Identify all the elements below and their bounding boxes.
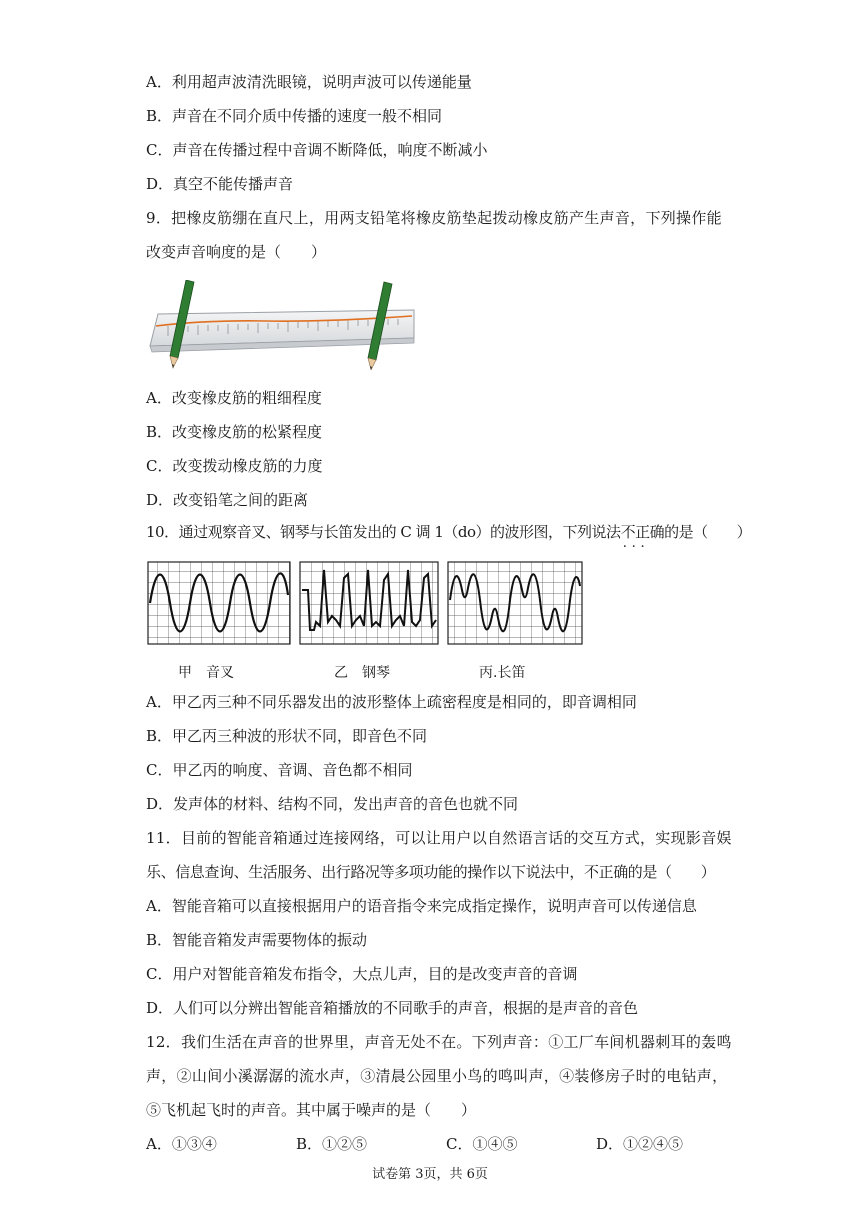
q9-option-d: D．改变铅笔之间的距离 <box>146 491 309 509</box>
q10-stem-before: 10．通过观察音叉、钢琴与长笛发出的 C 调 1（do）的波形图，下列说法 <box>146 523 621 541</box>
waveform-piano <box>300 562 438 644</box>
waveform-figures <box>146 560 586 648</box>
q12-option-c: C．①④⑤ <box>446 1135 518 1153</box>
q10-option-c: C．甲乙丙的响度、音调、音色都不相同 <box>146 761 413 779</box>
caption-tuning-fork: 甲 音叉 <box>178 665 234 681</box>
q11-stem-line1: 11．目前的智能音箱通过连接网络，可以让用户以自然语言话的交互方式，实现影音娱 <box>146 829 732 847</box>
q8-option-a: A．利用超声波清洗眼镜，说明声波可以传递能量 <box>146 73 472 91</box>
q12-option-d: D．①②④⑤ <box>596 1135 684 1153</box>
q11-option-c: C．用户对智能音箱发布指令，大点儿声，目的是改变声音的音调 <box>146 965 578 983</box>
q11-option-d: D．人们可以分辨出智能音箱播放的不同歌手的声音，根据的是声音的音色 <box>146 999 639 1017</box>
waveform-tuning-fork <box>148 562 290 644</box>
q8-option-b: B．声音在不同介质中传播的速度一般不相同 <box>146 107 443 125</box>
q10-option-d: D．发声体的材料、结构不同，发出声音的音色也就不同 <box>146 795 519 813</box>
q10-option-b: B．甲乙丙三种波的形状不同，即音色不同 <box>146 727 428 745</box>
q9-option-c: C．改变拨动橡皮筋的力度 <box>146 457 323 475</box>
caption-piano: 乙 钢琴 <box>334 665 390 681</box>
q11-option-a: A．智能音箱可以直接根据用户的语音指令来完成指定操作，说明声音可以传递信息 <box>146 897 697 915</box>
q9-option-b: B．改变橡皮筋的松紧程度 <box>146 423 323 441</box>
q12-stem-line1: 12．我们生活在声音的世界里，声音无处不在。下列声音：①工厂车间机器刺耳的轰鸣 <box>146 1033 732 1051</box>
waveform-flute <box>448 562 582 644</box>
q10-option-a: A．甲乙丙三种不同乐器发出的波形整体上疏密程度是相同的，即音调相同 <box>146 693 637 711</box>
q11-option-b: B．智能音箱发声需要物体的振动 <box>146 931 368 949</box>
q10-stem-emphasis: 不正确 · · · <box>621 523 665 541</box>
q8-option-d: D．真空不能传播声音 <box>146 175 294 193</box>
q9-option-a: A．改变橡皮筋的粗细程度 <box>146 389 322 407</box>
q12-stem-line2: 声，②山间小溪潺潺的流水声，③清晨公园里小鸟的鸣叫声，④装修房子时的电钻声， <box>146 1067 728 1085</box>
q8-option-c: C．声音在传播过程中音调不断降低，响度不断减小 <box>146 141 488 159</box>
q12-stem-line3: ⑤飞机起飞时的声音。其中属于噪声的是（ ） <box>146 1101 477 1119</box>
q10-stem <box>146 522 751 542</box>
ruler-pencils-figure <box>146 280 416 370</box>
q10-stem-after: 的是（ ） <box>664 523 752 541</box>
q9-stem-line1: 9．把橡皮筋绷在直尺上，用两支铅笔将橡皮筋垫起拨动橡皮筋产生声音，下列操作能 <box>146 209 722 227</box>
page-footer: 试卷第 3页，共 6页 <box>372 1167 488 1182</box>
caption-flute: 丙.长笛 <box>479 665 526 681</box>
q9-stem-line2: 改变声音响度的是（ ） <box>146 243 327 261</box>
q11-stem-line2: 乐、信息查询、生活服务、出行路况等多项功能的操作以下说法中，不正确的是（ ） <box>146 863 716 881</box>
q12-option-a: A．①③④ <box>146 1135 217 1153</box>
q12-option-b: B．①②⑤ <box>296 1135 368 1153</box>
